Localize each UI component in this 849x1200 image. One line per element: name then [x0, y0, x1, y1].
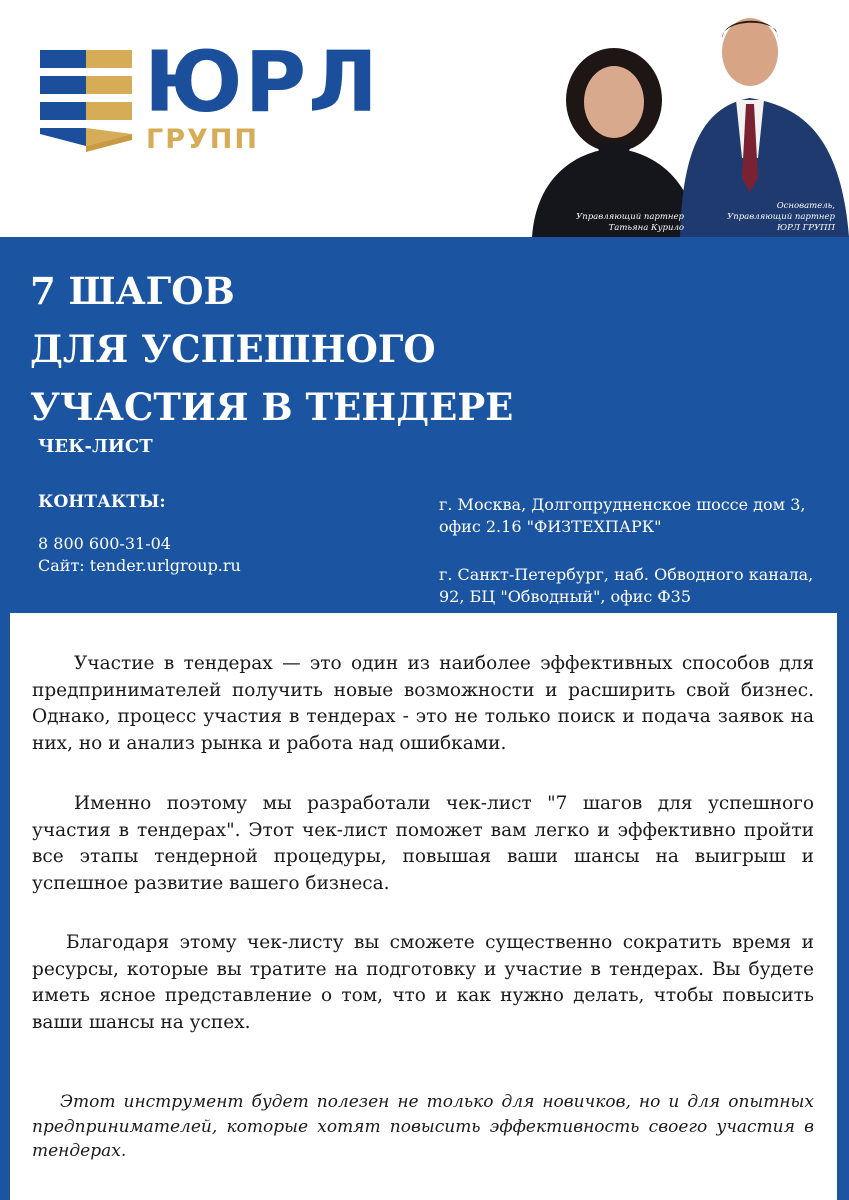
page-title — [30, 262, 513, 436]
closing-italic-paragraph: Этот инструмент будет полезен не только для новичков, но и для опытных предпринимателей, которые хотят повысить эффективность своего участия в тендерах. — [32, 1092, 814, 1161]
partner-2-company: ЮРЛ ГРУПП — [777, 223, 835, 233]
intro-paragraph-2: Именно поэтому мы разработали чек-лист "7 шагов для успешного участия в тендерах". Этот чек-лист поможет вам легко и эффективно пройти все этапы тендерной процедуры, повышая ваши шансы на выигрыш и успешное развитие вашего бизнеса. — [32, 793, 814, 894]
address-spb — [439, 564, 839, 608]
partner-portrait-woman — [522, 30, 702, 237]
partner-2-role-line1: Основатель, — [776, 201, 835, 211]
title-line-3: УЧАСТИЯ В ТЕНДЕРЕ — [30, 385, 514, 429]
partner-2-caption — [705, 201, 835, 234]
company-logo — [40, 33, 380, 164]
contact-phone[interactable]: 8 800 600-31-04 — [38, 534, 171, 553]
logo-subtitle: ГРУПП — [146, 124, 260, 155]
address-moscow — [439, 494, 839, 538]
partner-2-role-line2: Управляющий партнер — [727, 212, 835, 222]
header — [0, 0, 849, 237]
address-spb-line-1: г. Санкт-Петербург, наб. Обводного канала, — [439, 565, 814, 584]
logo-wordmark: ЮРЛ — [144, 33, 380, 131]
title-line-1: 7 ШАГОВ — [30, 269, 235, 313]
intro-paragraph-1: Участие в тендерах — это один из наиболее эффективных способов для предпринимателей получить новые возможности и расширить свой бизнес. Однако, процесс участия в тендерах - это не только поиск и подача заявок на них, но и анализ рынка и работа над ошибками. — [32, 653, 814, 754]
content-panel — [10, 613, 837, 1200]
title-line-2: ДЛЯ УСПЕШНОГО — [30, 327, 436, 371]
address-spb-line-2: 92, БЦ "Обводный", офис Ф35 — [439, 587, 692, 606]
contact-website[interactable]: Сайт: tender.urlgroup.ru — [38, 556, 241, 575]
page-subtitle: ЧЕК-ЛИСТ — [38, 436, 153, 457]
partners-photo — [518, 0, 849, 237]
partner-1-name: Татьяна Курило — [608, 223, 684, 233]
address-moscow-line-2: офис 2.16 "ФИЗТЕХПАРК" — [439, 517, 662, 536]
address-moscow-line-1: г. Москва, Долгопрудненское шоссе дом 3, — [439, 495, 806, 514]
partner-1-role: Управляющий партнер — [576, 212, 684, 222]
intro-paragraph-3: Благодаря этому чек-листу вы сможете существенно сократить время и ресурсы, которые вы тратите на подготовку и участие в тендерах. Вы будете иметь ясное представление о том, что и как нужно делать, чтобы повысить ваши шансы на успех. — [32, 932, 814, 1033]
partner-1-caption — [564, 212, 684, 234]
contacts-heading: КОНТАКТЫ: — [38, 492, 166, 512]
logo-emblem-icon — [40, 48, 132, 152]
